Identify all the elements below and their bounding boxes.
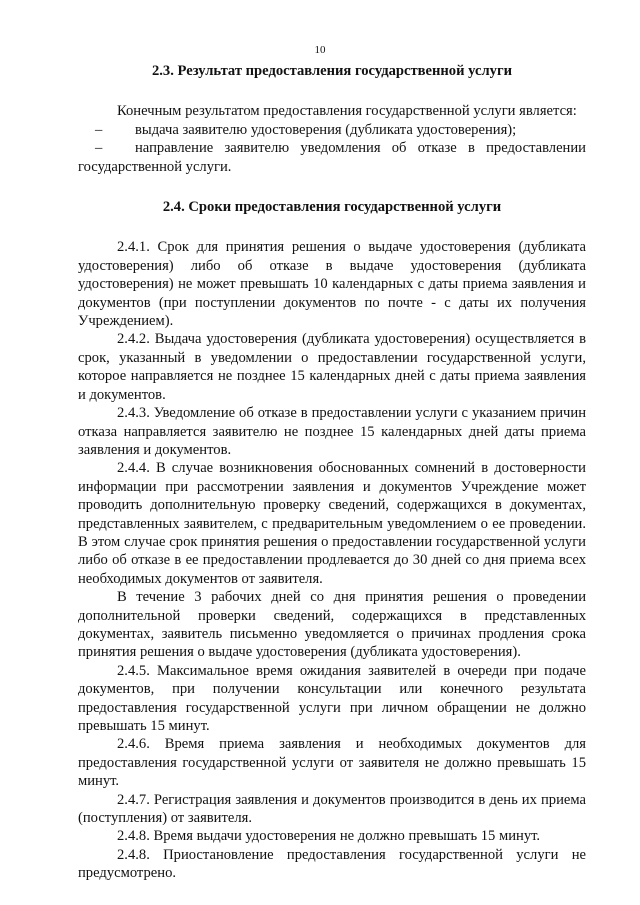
paragraph-2-4-3: 2.4.3. Уведомление об отказе в предоставлении услуги с указанием причин отказа направляется заявителю не позднее 15 календарных дней даты приема заявления и документов.: [78, 405, 586, 458]
page-number: 10: [314, 44, 326, 56]
result-item-2-text: направление заявителю уведомления об отказе в предоставлении государственной услуги.: [78, 140, 586, 175]
section-2-4-heading: 2.4. Сроки предоставления государственной услуги: [162, 199, 502, 216]
dash-marker: –: [95, 140, 103, 157]
paragraph-2-4-1: 2.4.1. Срок для принятия решения о выдаче удостоверения (дубликата удостоверения) либо об отказе в выдаче удостоверения (дубликата удостоверения) не может превышать 10 календарных с даты приема заявления и документов (при поступлении документов по почте - с даты их получения Учреждением).: [78, 239, 586, 330]
result-item-1-text: выдача заявителю удостоверения (дубликата удостоверения);: [135, 121, 517, 138]
paragraph-2-4-4: 2.4.4. В случае возникновения обоснованных сомнений в достоверности информации при рассмотрении заявления и документов Учреждение может проводить дополнительную проверку сведений, содержащихся в документах, представленных заявителем, с предварительным уведомлением о ее проведении. В этом случае срок принятия решения о предоставлении государственной услуги либо об отказе в ее предоставлении продлевается до 30 дней со дня приема всех необходимых документов от заявителя.: [78, 460, 586, 587]
result-item-1: [78, 121, 586, 139]
paragraph-2-4-2: 2.4.2. Выдача удостоверения (дубликата удостоверения) осуществляется в срок, указанный в уведомлении о предоставлении государственной услуги, которое направляется не позднее 15 календарных дней с даты приема заявления и документов.: [78, 331, 586, 403]
document-body: [78, 58, 586, 883]
section-2-3-heading: 2.3. Результат предоставления государственной услуги: [151, 63, 513, 79]
dash-marker: –: [95, 121, 103, 138]
paragraph-2-4-8-time: 2.4.8. Время выдачи удостоверения не должно превышать 15 минут.: [117, 828, 541, 845]
paragraph-2-4-8-suspension: 2.4.8. Приостановление предоставления государственной услуги не предусмотрено.: [78, 846, 586, 882]
paragraph-2-4-5: 2.4.5. Максимальное время ожидания заявителей в очереди при подаче документов, при получении консультации или конечного результата предоставления государственной услуги при личном обращении не должно превышать 15 минут.: [78, 662, 586, 734]
result-item-2: [78, 139, 586, 176]
section-2-3: [78, 62, 586, 176]
paragraph-2-4-4-continued: В течение 3 рабочих дней со дня принятия решения о проведении дополнительной проверки сведений, содержащихся в представленных документах, заявитель письменно уведомляется о причинах продления срока принятия решения о выдаче удостоверения (дубликата удостоверения).: [78, 589, 586, 661]
paragraph-2-4-7: 2.4.7. Регистрация заявления и документов производится в день их приема (поступления) от заявителя.: [78, 791, 586, 827]
paragraph-2-4-6: 2.4.6. Время приема заявления и необходимых документов для предоставления государственной услуги от заявителя не должно превышать 15 минут.: [78, 736, 586, 790]
section-2-4: [78, 198, 586, 883]
section-2-3-intro: Конечным результатом предоставления государственной услуги является:: [117, 103, 577, 120]
